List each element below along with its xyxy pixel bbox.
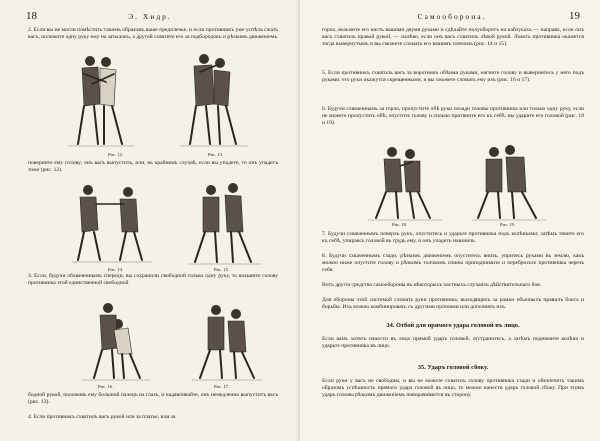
caption-fig-17: Рис. 17. — [214, 384, 230, 389]
section-heading-34: 34. Отбой для прямого удара головой въ лицо. — [386, 322, 520, 329]
paragraph-4-continued: горло, возьмите его кисть вашими двумя руками и сдѣлайте полуоборотъ на каблукахъ — направо, если онъ васъ схватилъ правой рукой, — налѣво, если онъ васъ схватилъ лѣвой рукой. Локоть противника окажется тогда вывернутымъ и вы сможете сломать его вашимъ плечомъ (рис. 14 и 15). — [322, 27, 584, 48]
figure-19-illustration — [466, 140, 550, 222]
figure-14-illustration — [70, 180, 156, 264]
figure-12-illustration — [60, 52, 140, 150]
right-page — [300, 0, 600, 441]
paragraph-4: 4. Если противникъ схватилъ васъ рукой или за платье, или за — [28, 414, 176, 420]
figure-17-illustration — [186, 298, 266, 382]
paragraph-3: 3. Если, будучи обхваченнымъ спереди, вы сохранили свободной только одну руку, то возьмите голову противника этой единственной свободной — [28, 273, 278, 287]
figure-15-illustration — [185, 178, 265, 266]
paragraph-extra-2: Для обороны этой системой сломать руки противника, выходящихъ за рамки обычныхъ правилъ бокса и борьбы. Ихъ можно комбинировать съ другими пріемами или дополнять ихъ. — [322, 297, 584, 311]
paragraph-6: 6. Будучи схваченнымъ за горло, пропустите обѣ руки позади головы противника или только одну руку, если не можете пропустить обѣ; опустите голову и сильно притяните его къ себѣ: вы ударите его головой (рис. 18 и 19). — [322, 106, 584, 127]
running-head: Э. Хидр. — [128, 12, 172, 21]
caption-fig-18: Рис. 18. — [392, 222, 408, 227]
paragraph-2: 2. Если вы не могли помѣстить такимъ образомъ ваше предплечье, и если противникъ уже успѣлъ сжать васъ, положите одну руку ему на затылокъ, а другой схватите его за подбородокъ и рѣзкимъ движеніемъ — [28, 27, 278, 41]
caption-fig-13: Рис. 13. — [208, 152, 224, 157]
caption-fig-15: Рис. 15. — [214, 267, 230, 272]
figure-18-illustration — [362, 142, 446, 222]
paragraph-34: Если вамъ хотятъ нанести въ лицо прямой ударъ головой, отстранитесь, а затѣмъ поднимите колѣно и ударьте противника въ лицо. — [322, 336, 584, 350]
figure-13-illustration — [170, 50, 254, 150]
page-number: 19 — [569, 10, 580, 22]
paragraph-5: 5. Если противникъ схватилъ васъ за воротникъ обѣими руками, нагните голову и вывернитесь у него подъ руками: его руки окажутся скрещенными, и вы сможете сломать ему ихъ (рис. 16 и 17). — [322, 70, 584, 84]
caption-fig-16: Рис. 16. — [98, 384, 114, 389]
figure-16-illustration — [74, 298, 154, 382]
caption-fig-19: Рис. 19. — [500, 222, 516, 227]
caption-fig-14: Рис. 14. — [108, 267, 124, 272]
running-head: Самооборона. — [417, 12, 487, 21]
paragraph-extra: Вотъ другія средства самообороны въ нѣкоторыхъ частныхъ случаяхъ дѣйствительнаго боя. — [322, 282, 542, 288]
paragraph-7: 7. Будучи схваченнымъ поверхъ рукъ, опуститесь и ударьте противника подъ колѣнками; затѣмъ тяните его къ себѣ, упираясь головой въ грудь ему, и онъ упадетъ навзничь. — [322, 231, 584, 245]
page-number: 18 — [26, 10, 37, 22]
paragraph-3-continued: бодной рукой, положивъ ему большой палецъ на глазъ, и надавливайте, онъ немедленно выпуститъ васъ (рис. 13). — [28, 392, 278, 406]
paragraph-35: Если руки у васъ не свободны, и вы не можете схватить голову противника сзади и обезпечить такимъ образомъ успѣшность прямого удара головой въ лицо, то можно нанести ударъ головой сбоку. При этомъ ударъ головы рѣзкимъ движеніемъ поворачивается въ сторону. — [322, 378, 584, 399]
paragraph-8: 8. Будучи схваченнымъ сзади, рѣзкимъ движеніемъ опуститесь внизъ, упритесь руками въ землю, какъ можно ниже опустите голову и рѣзкимъ толчкомъ спины приподнимите и перебросьте противника черезъ себя. — [322, 253, 584, 274]
section-heading-35: 35. Ударъ головой сбоку. — [417, 364, 489, 371]
caption-fig-12: Рис. 12. — [108, 152, 124, 157]
paragraph-2-continued: поверните ему голову; онъ васъ выпуститъ, или, въ крайнемъ случаѣ, если вы упадете, то онъ упадетъ тоже (рис. 12). — [28, 160, 278, 174]
